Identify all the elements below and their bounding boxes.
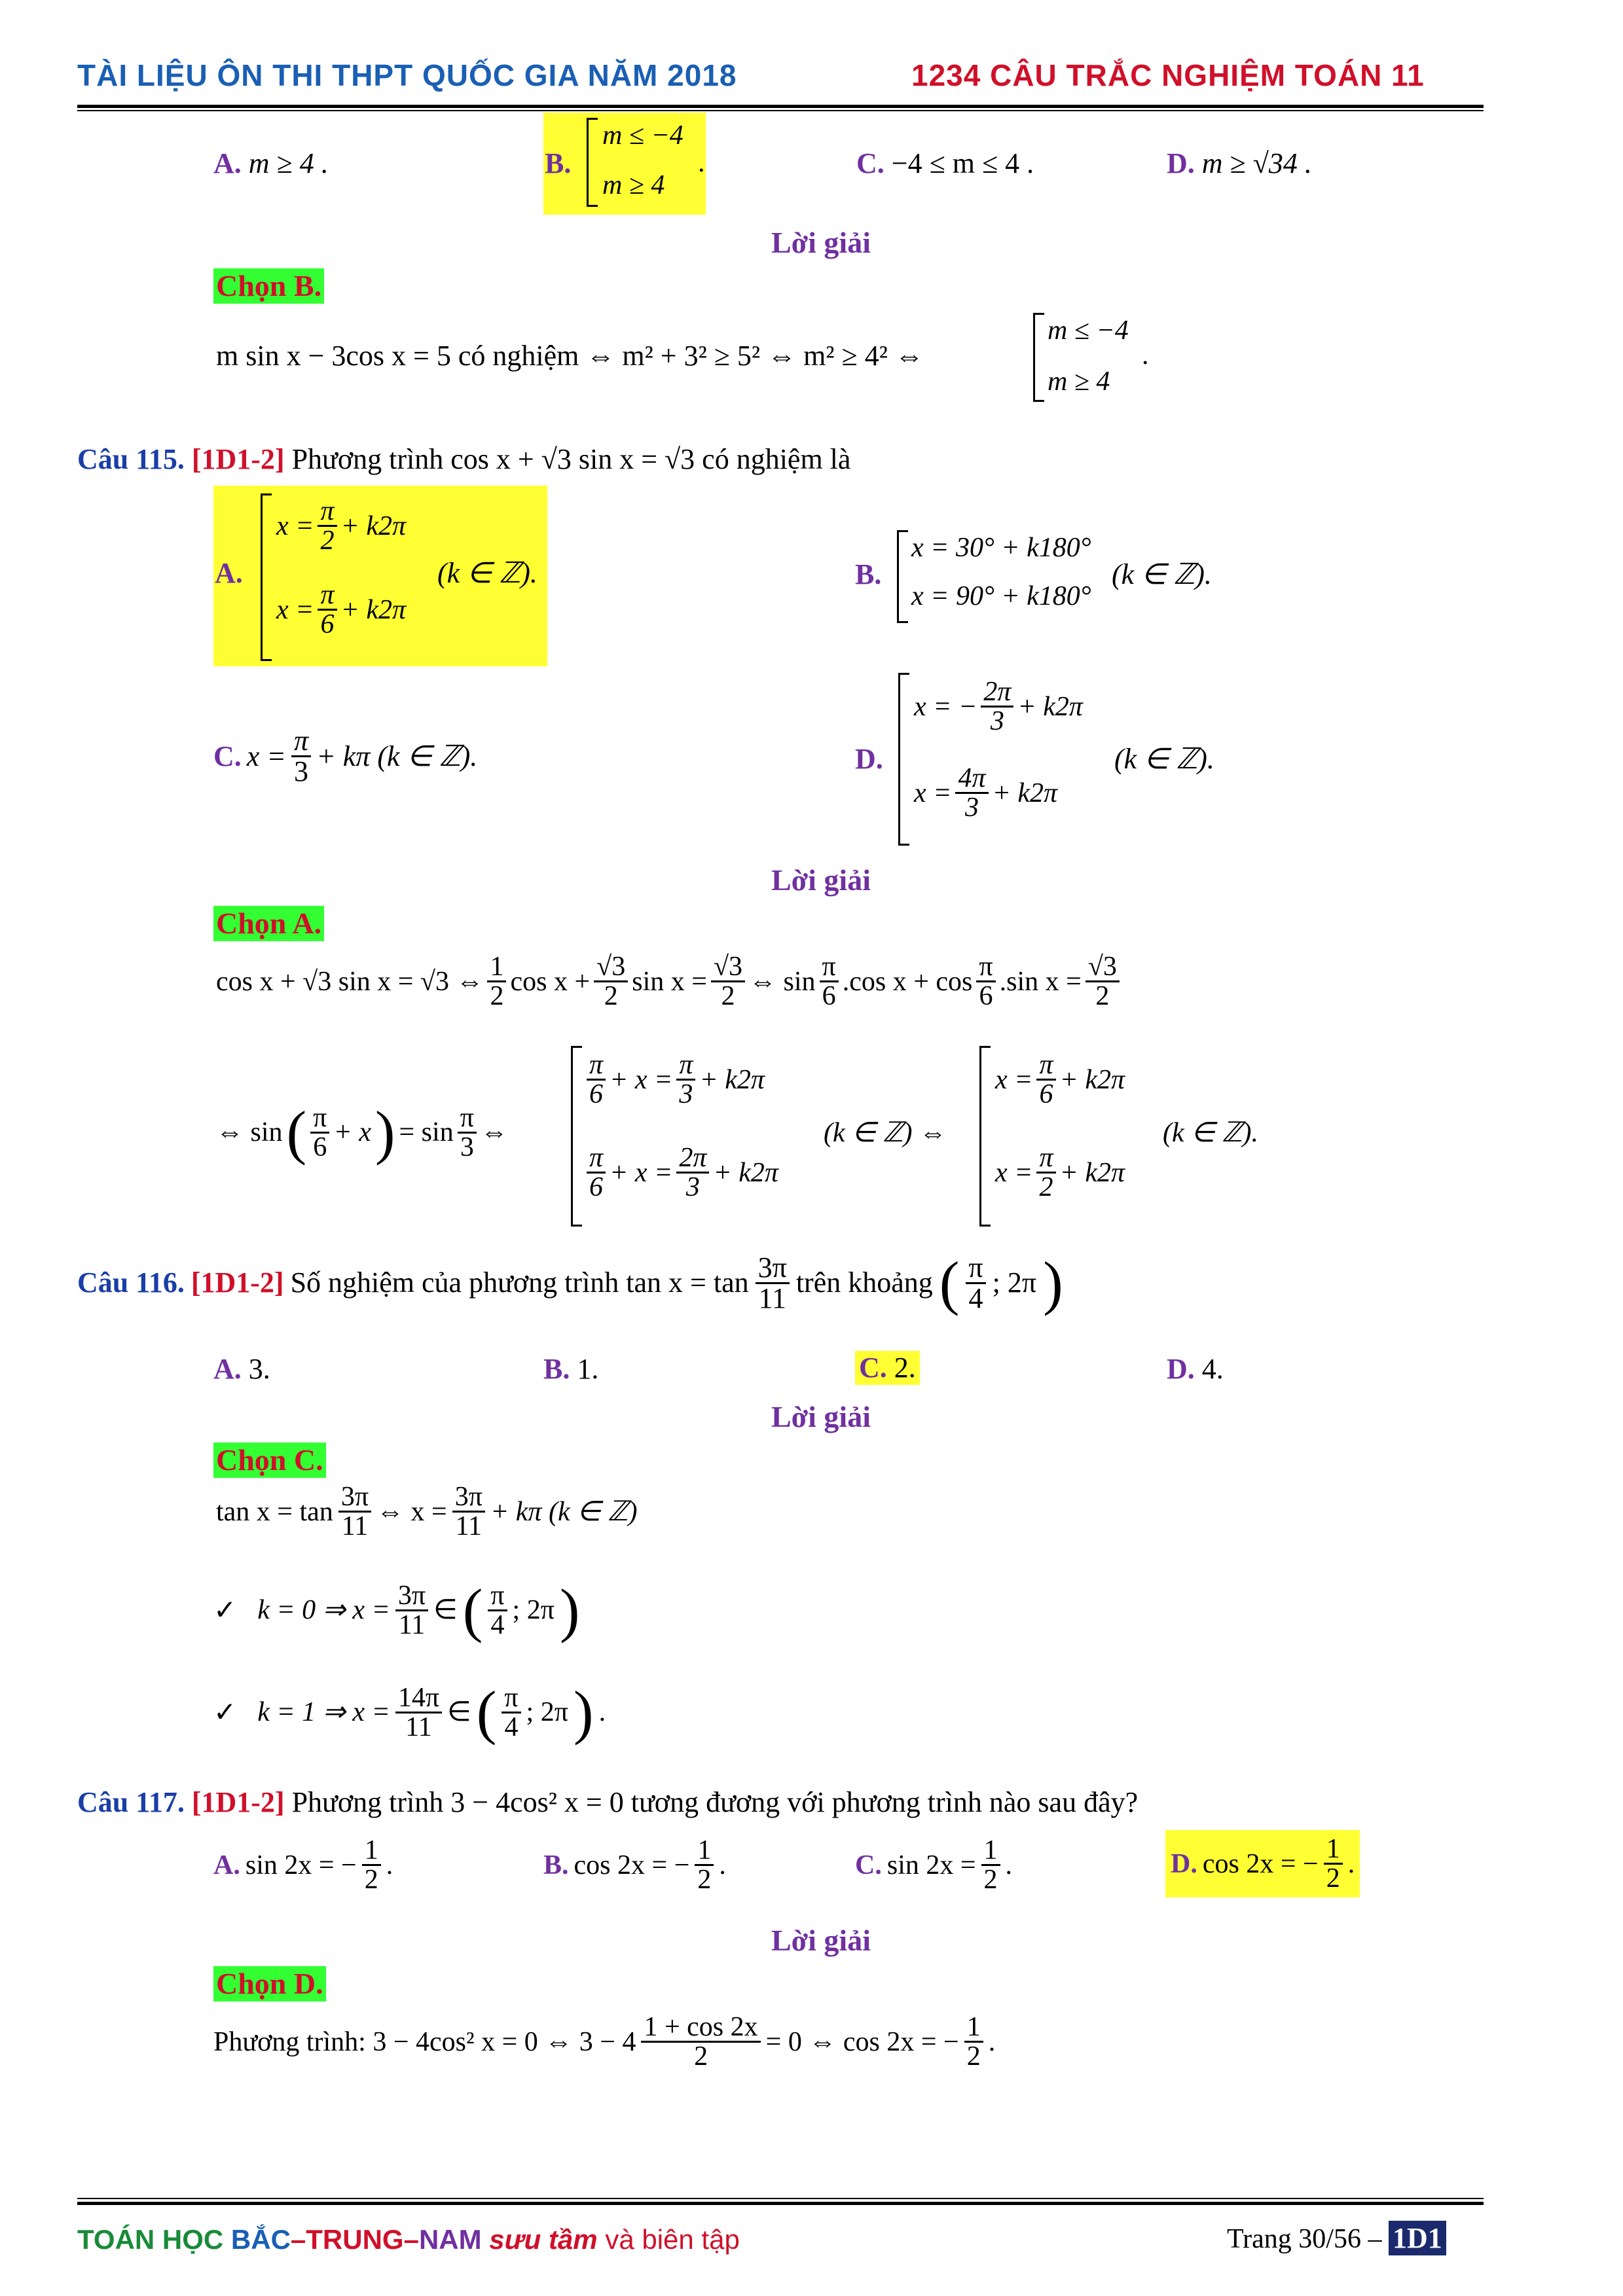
chapter-badge: 1D1 [1389,2221,1446,2255]
header-left: TÀI LIỆU ÔN THI THPT QUỐC GIA NĂM 2018 [77,58,737,92]
q114-solution-title: Lời giải [771,226,871,259]
header-rule-thin [77,110,1484,111]
q114-option-b: B. m ≤ −4 m ≥ 4 . [543,113,706,215]
footer-credit: TOÁN HỌC BẮC–TRUNG–NAM sưu tầm và biên tập [77,2224,740,2255]
q114-option-d: D. m ≥ √34 . [1167,147,1312,179]
q116-option-a: A. 3. [213,1353,270,1385]
q114-solution-case1: m ≤ −4 [1048,315,1129,346]
q114-solution-line: m sin x − 3cos x = 5 có nghiệm ⇔ m² + 3² ≥ 5² ⇔ m² ≥ 4² ⇔ [216,340,924,372]
footer-rule [77,2202,1484,2205]
q115-option-c: C. x = $\frac{\pi}{3}$ + kπ (k ∈ ℤ). [213,725,478,787]
q115-option-a: A. x = $\frac{\pi}{2}$ + k2π x = $\frac{\pi}{6}$ + k2π (k ∈ ℤ). [213,486,547,666]
q115-question: Câu 115. [1D1-2] Phương trình cos x + √3 sin x = √3 có nghiệm là [77,443,851,475]
q115-solution-bracket2 [979,1046,991,1227]
q117-solution: Phương trình: 3 − 4cos² x = 0 ⇔ 3 − 4 $\frac{1 + \cos 2x}{2}$ = 0 ⇔ cos 2x = − $\frac{1}{2}$ . [213,2012,996,2072]
header-right: 1234 CÂU TRẮC NGHIỆM TOÁN 11 [911,58,1425,92]
q114-option-b-bracket [587,118,598,207]
q117-option-c: C. sin 2x = $\frac{1}{2}$ . [855,1835,1013,1895]
q116-option-d: D. 4. [1167,1353,1224,1385]
q115-result1: x = $\frac{\pi}{6}$ + k2π [995,1050,1125,1109]
check-icon: ✓ [213,1696,237,1728]
q116-step1: tan x = tan $\frac{3\pi}{11}$ ⇔ x = $\frac{3\pi}{11}$ + kπ (k ∈ ℤ) [216,1482,638,1541]
q115-solution-title: Lời giải [771,863,871,897]
q114-solution-bracket [1033,313,1044,402]
q117-solution-title: Lời giải [771,1924,871,1957]
q116-option-b: B. 1. [543,1353,599,1385]
q115-choose: Chọn A. [213,906,324,941]
q115-option-d: D. x = − $\frac{2\pi}{3}$ + k2π x = $\frac{4\pi}{3}$ + k2π (k ∈ ℤ). [851,669,1270,846]
check-icon: ✓ [213,1594,237,1626]
q114-choose: Chọn B. [213,268,324,304]
q116-solution-title: Lời giải [771,1400,871,1433]
q115-solution-line1: cos x + √3 sin x = √3 ⇔ $\frac{1}{2}$ cos x + $\frac{√3}{2}$ sin x = $\frac{√3}{2}$ ⇔ sin $\frac{\pi}{6}$ .cos x + cos $\frac{\pi}{6}$ .sin x = $\frac{√3}{2}$ [216,953,1120,1010]
q117-choose: Chọn D. [213,1966,326,2001]
q115-case1: $\frac{\pi}{6}$ + x = $\frac{\pi}{3}$ + k2π [587,1051,765,1108]
q117-option-a: A. sin 2x = − $\frac{1}{2}$ . [213,1835,393,1895]
q115-solution-k1: (k ∈ ℤ) ⇔ [824,1118,947,1148]
q116-question: Câu 116. [1D1-2] Số nghiệm của phương trình tan x = tan $\frac{3\pi}{11}$ trên khoảng ( $\frac{\pi}{4}$ ; 2π ) [77,1249,1063,1316]
q115-result2: x = $\frac{\pi}{2}$ + k2π [995,1143,1125,1202]
q115-solution-line2-start: ⇔ sin ( $\frac{\pi}{6}$ + x ) = sin $\frac{\pi}{3}$ ⇔ [216,1099,508,1166]
q114-option-c: C. −4 ≤ m ≤ 4 . [856,147,1034,179]
q117-option-b: B. cos 2x = − $\frac{1}{2}$ . [543,1835,726,1895]
q117-question: Câu 117. [1D1-2] Phương trình 3 − 4cos² x = 0 tương đương với phương trình nào sau đây? [77,1786,1139,1818]
q115-solution-k2: (k ∈ ℤ). [1163,1118,1258,1148]
q116-step3: ✓ k = 1 ⇒ x = $\frac{14\pi}{11}$ ∈ ( $\frac{\pi}{4}$ ; 2π ) . [213,1679,606,1746]
q115-option-b: B. x = 30° + k180° x = 90° + k180° (k ∈ ℤ). [851,528,1244,626]
q114-solution-dot: . [1142,340,1149,370]
q115-solution-bracket1 [571,1046,582,1227]
footer-rule-thin [77,2198,1484,2199]
header-rule [77,105,1484,108]
q114-option-a: A. m ≥ 4 . [213,147,329,179]
q116-choose: Chọn C. [213,1443,326,1478]
q116-step2: ✓ k = 0 ⇒ x = $\frac{3\pi}{11}$ ∈ ( $\frac{\pi}{4}$ ; 2π ) [213,1577,580,1643]
footer-page: Trang 30/56 – 1D1 [1227,2224,1446,2253]
q116-option-c: C. 2. [855,1351,920,1385]
q115-case2: $\frac{\pi}{6}$ + x = $\frac{2\pi}{3}$ + k2π [587,1144,778,1201]
q114-solution-case2: m ≥ 4 [1048,367,1110,397]
q117-option-d: D. cos 2x = − $\frac{1}{2}$ . [1165,1830,1360,1897]
